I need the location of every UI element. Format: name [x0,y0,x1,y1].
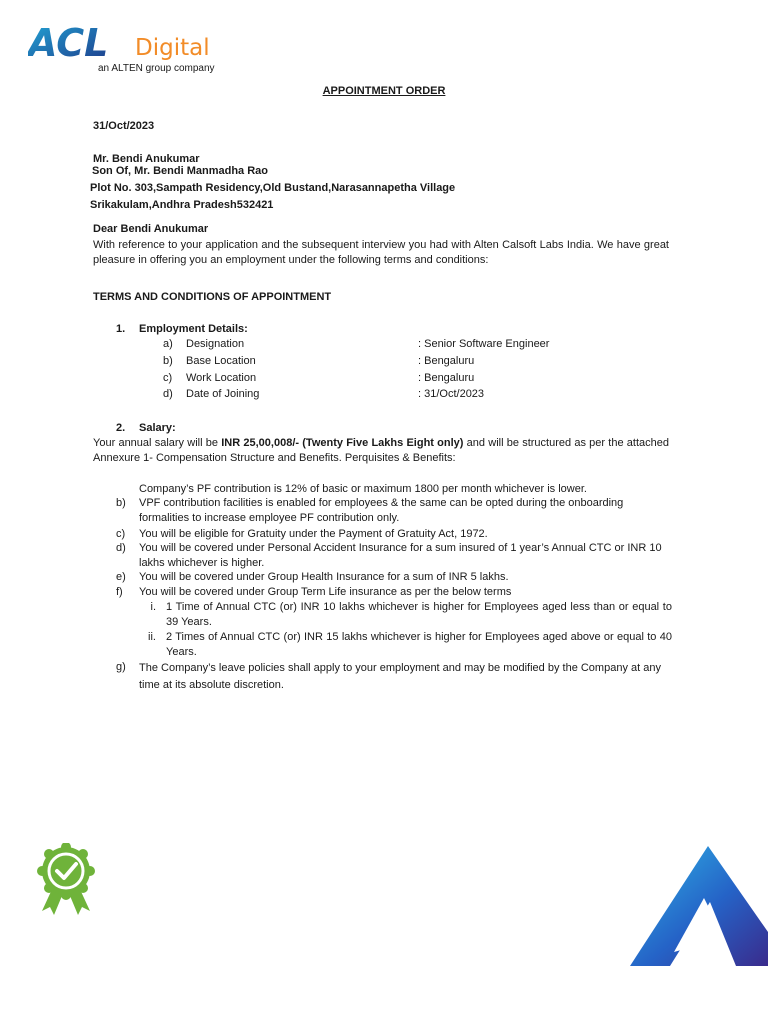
term-life-numeral-i: i. [150,601,156,613]
benefit-accident-insurance: You will be covered under Personal Accident Insurance for a sum insured of 1 year’s Annual CTC or INR 10 lakhs whichever is higher. [139,542,662,570]
benefit-leave-policy: The Company’s leave policies shall apply to your employment and may be modified by the Company at any time at its absolute discretion. [139,662,661,692]
section-number-1: 1. [116,323,126,335]
logo-tagline: an ALTEN group company [98,63,215,74]
base-location-label: Base Location [186,355,256,367]
date-of-joining-value: : 31/Oct/2023 [418,388,485,400]
section-number-2: 2. [116,422,126,434]
corner-a-mark-icon [630,842,768,968]
benefit-letter-g: g) [116,661,126,673]
base-location-value: : Bengaluru [418,355,475,367]
letter-date: 31/Oct/2023 [93,120,155,132]
salary-heading: Salary: [139,422,176,434]
recipient-address-line-2: Srikakulam,Andhra Pradesh532421 [90,199,274,211]
salary-amount: INR 25,00,008/- (Twenty Five Lakhs Eight only) [221,437,464,449]
employment-details-heading: Employment Details: [139,323,248,335]
benefit-letter-c: c) [116,528,126,540]
benefit-letter-d: d) [116,542,126,554]
benefit-gratuity: You will be eligible for Gratuity under the Payment of Gratuity Act, 1972. [139,528,488,540]
recipient-parent: Son Of, Mr. Bendi Manmadha Rao [92,165,269,177]
logo-brand-acl: ACL [28,21,109,65]
work-location-letter: c) [163,372,173,384]
logo-brand-digital: Digital [135,35,210,61]
work-location-label: Work Location [186,372,257,384]
base-location-letter: b) [163,355,173,367]
salary-text-after: and will be structured as per the attached Annexure 1- Compensation Structure and Benefits. Perquisites & Benefits: [93,437,669,465]
benefit-letter-e: e) [116,571,126,583]
salary-text-before: Your annual salary will be [93,437,222,449]
benefit-letter-b: b) [116,497,126,509]
salary-paragraph [93,436,669,466]
verified-seal-icon [36,843,96,918]
date-of-joining-label: Date of Joining [186,388,260,400]
recipient-name: Mr. Bendi Anukumar [93,153,200,165]
pf-contribution-text: Company’s PF contribution is 12% of basic or maximum 1800 per month whichever is lower. [139,483,587,495]
term-life-numeral-ii: ii. [148,631,156,643]
intro-paragraph: With reference to your application and the subsequent interview you had with Alten Calsoft Labs India. We have great pleasure in offering you an employment under the following terms and conditions: [93,239,669,267]
salutation: Dear Bendi Anukumar [93,223,209,235]
terms-heading: TERMS AND CONDITIONS OF APPOINTMENT [93,291,332,303]
date-of-joining-letter: d) [163,388,173,400]
recipient-address-line-1: Plot No. 303,Sampath Residency,Old Bustand,Narasannapetha Village [90,182,456,194]
benefit-letter-f: f) [116,586,123,598]
designation-value: : Senior Software Engineer [418,338,550,350]
work-location-value: : Bengaluru [418,372,475,384]
benefit-vpf: VPF contribution facilities is enabled for employees & the same can be opted during the onboarding formalities to increase employee PF contribution only. [139,497,624,525]
term-life-under-39: 1 Time of Annual CTC (or) INR 10 lakhs whichever is higher for Employees aged less than or equal to 39 Years. [166,601,672,629]
benefit-health-insurance: You will be covered under Group Health Insurance for a sum of INR 5 lakhs. [139,571,509,583]
term-life-over-40: 2 Times of Annual CTC (or) INR 15 lakhs whichever is higher for Employees aged above or equal to 40 Years. [166,631,672,659]
designation-label: Designation [186,338,245,350]
document-title: APPOINTMENT ORDER [322,85,446,97]
benefit-term-life: You will be covered under Group Term Life insurance as per the below terms [139,586,512,598]
designation-letter: a) [163,338,173,350]
